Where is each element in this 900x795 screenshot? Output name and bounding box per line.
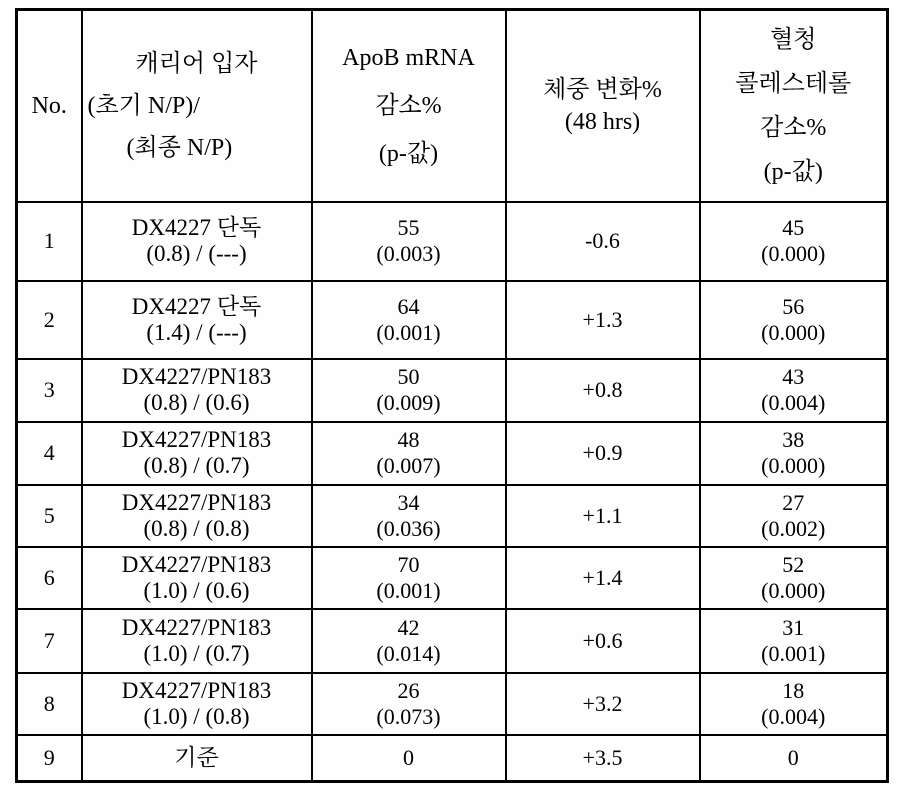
cell-weight-line1: +0.8: [582, 377, 623, 402]
cell-apob-line2: (0.073): [376, 703, 441, 729]
cell-weight: [506, 422, 700, 485]
cell-carrier: [82, 547, 312, 609]
table-body: [17, 202, 888, 782]
cell-apob-line1: 0: [403, 744, 414, 770]
column-header-no: [17, 10, 82, 202]
cell-no-line1: 4: [43, 440, 55, 465]
cell-cholesterol: [700, 485, 888, 547]
cell-carrier: [82, 485, 312, 547]
cell-no-line1: 8: [43, 690, 55, 716]
cell-apob: [312, 609, 506, 673]
cell-apob-line2: (0.001): [376, 577, 441, 603]
cell-weight: [506, 609, 700, 673]
cell-weight: [506, 547, 700, 609]
cell-carrier-line1: DX4227/PN183: [121, 489, 272, 515]
cell-apob-line1: 26: [397, 677, 420, 703]
cell-no: [17, 673, 82, 735]
cell-carrier-line2: (0.8) / (0.7): [143, 453, 250, 478]
header-no-label: No.: [31, 92, 67, 119]
cell-no: [17, 281, 82, 359]
cell-apob-line1: 70: [397, 551, 420, 577]
cell-cholesterol: [700, 202, 888, 281]
cell-weight: [506, 673, 700, 735]
cell-weight: [506, 735, 700, 782]
header-chol-line3: 감소%: [760, 114, 827, 141]
cell-weight: [506, 281, 700, 359]
cell-no-line1: 5: [43, 502, 55, 528]
cell-cholesterol-line2: (0.001): [761, 640, 826, 666]
cell-no: [17, 485, 82, 547]
cell-carrier-line1: DX4227 단독: [131, 293, 262, 319]
cell-carrier-line2: (1.4) / (---): [146, 319, 247, 345]
cell-apob-line1: 42: [397, 614, 420, 640]
cell-carrier-line2: (0.8) / (0.8): [143, 515, 250, 541]
cell-carrier: [82, 281, 312, 359]
header-apob-line2: 감소%: [375, 92, 442, 119]
header-chol-line2: 콜레스테롤: [735, 70, 852, 97]
table-row: [17, 422, 888, 485]
cell-cholesterol-line1: 52: [782, 551, 805, 577]
cell-apob: [312, 422, 506, 485]
column-header-weight-change: [506, 10, 700, 202]
cell-apob-line1: 50: [397, 364, 420, 389]
cell-carrier-line2: (0.8) / (---): [146, 241, 247, 266]
cell-cholesterol-line2: (0.004): [761, 703, 826, 729]
cell-cholesterol-line1: 56: [782, 293, 805, 319]
cell-apob: [312, 673, 506, 735]
header-chol-pvalue: (p-값): [763, 158, 823, 185]
table-row: [17, 735, 888, 782]
apob-results-table: [15, 8, 889, 783]
header-row: [17, 10, 888, 202]
cell-no: [17, 422, 82, 485]
cell-cholesterol-line1: 31: [782, 614, 805, 640]
cell-cholesterol: [700, 422, 888, 485]
cell-carrier-line1: DX4227/PN183: [121, 427, 272, 452]
cell-weight: [506, 202, 700, 281]
header-apob-pvalue: (p-값): [378, 140, 439, 167]
cell-cholesterol-line2: (0.000): [761, 577, 826, 603]
cell-no-line1: 2: [43, 306, 55, 332]
cell-carrier-line1: DX4227 단독: [131, 215, 262, 240]
cell-cholesterol-line1: 38: [782, 427, 805, 452]
cell-no-line1: 6: [43, 564, 55, 590]
cell-no: [17, 609, 82, 673]
cell-carrier-line1: DX4227/PN183: [121, 677, 272, 703]
cell-apob: [312, 735, 506, 782]
header-carrier-title: 캐리어 입자: [135, 50, 258, 77]
cell-apob-line2: (0.007): [376, 453, 441, 478]
cell-weight-line1: +3.2: [582, 690, 623, 716]
cell-no-line1: 3: [43, 377, 55, 402]
cell-apob-line2: (0.014): [376, 640, 441, 666]
cell-no: [17, 735, 82, 782]
table-row: [17, 281, 888, 359]
cell-cholesterol: [700, 609, 888, 673]
column-header-serum-cholesterol: [700, 10, 888, 202]
cell-weight-line1: +0.9: [582, 440, 623, 465]
cell-cholesterol-line1: 27: [782, 489, 805, 515]
cell-carrier-line1: DX4227/PN183: [121, 551, 272, 577]
cell-cholesterol-line1: 45: [782, 215, 805, 240]
table-row: [17, 359, 888, 422]
cell-weight-line1: +1.4: [582, 564, 623, 590]
cell-weight: [506, 485, 700, 547]
table-row: [17, 485, 888, 547]
cell-cholesterol-line1: 18: [782, 677, 805, 703]
column-header-apob-mrna: [312, 10, 506, 202]
header-carrier-initial-np: (초기 N/P)/: [87, 92, 200, 119]
cell-weight-line1: +1.3: [582, 306, 623, 332]
cell-no: [17, 359, 82, 422]
cell-apob: [312, 281, 506, 359]
cell-apob-line2: (0.009): [376, 390, 441, 415]
cell-carrier-line2: (1.0) / (0.6): [143, 577, 250, 603]
cell-cholesterol: [700, 735, 888, 782]
cell-apob: [312, 485, 506, 547]
cell-cholesterol-line2: (0.000): [761, 241, 826, 266]
cell-cholesterol: [700, 359, 888, 422]
cell-cholesterol: [700, 281, 888, 359]
table-row: [17, 547, 888, 609]
cell-weight-line1: +0.6: [582, 627, 623, 653]
cell-apob-line2: (0.036): [376, 515, 441, 541]
header-apob-line1: ApoB mRNA: [342, 44, 475, 71]
cell-apob-line1: 48: [397, 427, 420, 452]
cell-carrier: [82, 673, 312, 735]
cell-cholesterol-line1: 0: [787, 744, 799, 770]
cell-carrier-line1: DX4227/PN183: [121, 614, 272, 640]
cell-apob-line2: (0.001): [376, 319, 441, 345]
cell-carrier: [82, 202, 312, 281]
table-row: [17, 609, 888, 673]
cell-no: [17, 202, 82, 281]
column-header-carrier-particle: [82, 10, 312, 202]
cell-weight: [506, 359, 700, 422]
cell-carrier: [82, 422, 312, 485]
cell-cholesterol: [700, 547, 888, 609]
cell-cholesterol-line2: (0.000): [761, 453, 826, 478]
cell-cholesterol-line2: (0.002): [761, 515, 826, 541]
cell-apob: [312, 359, 506, 422]
cell-no-line1: 1: [43, 228, 55, 253]
cell-carrier-line2: (0.8) / (0.6): [143, 390, 250, 415]
table-row: [17, 673, 888, 735]
cell-apob-line1: 55: [397, 215, 420, 240]
cell-no: [17, 547, 82, 609]
cell-cholesterol-line2: (0.000): [761, 319, 826, 345]
header-chol-line1: 혈청: [770, 26, 817, 53]
cell-carrier-line1: DX4227/PN183: [121, 364, 272, 389]
cell-weight-line1: +3.5: [582, 744, 623, 770]
header-carrier-final-np: (최종 N/P): [126, 134, 233, 161]
cell-weight-line1: +1.1: [582, 502, 623, 528]
cell-no-line1: 7: [43, 627, 55, 653]
cell-apob-line1: 34: [397, 489, 420, 515]
cell-apob: [312, 202, 506, 281]
cell-apob-line2: (0.003): [376, 241, 441, 266]
cell-carrier-line1: 기준: [174, 744, 219, 770]
cell-carrier: [82, 359, 312, 422]
cell-apob: [312, 547, 506, 609]
cell-carrier-line2: (1.0) / (0.8): [143, 703, 250, 729]
cell-cholesterol: [700, 673, 888, 735]
cell-no-line1: 9: [43, 744, 55, 770]
table-row: [17, 202, 888, 281]
cell-carrier: [82, 735, 312, 782]
cell-apob-line1: 64: [397, 293, 420, 319]
header-weight-line2: (48 hrs): [564, 108, 641, 135]
header-weight-line1: 체중 변화%: [543, 76, 662, 103]
cell-carrier: [82, 609, 312, 673]
cell-weight-line1: -0.6: [585, 228, 620, 253]
cell-cholesterol-line2: (0.004): [761, 390, 826, 415]
cell-cholesterol-line1: 43: [782, 364, 805, 389]
cell-carrier-line2: (1.0) / (0.7): [143, 640, 250, 666]
